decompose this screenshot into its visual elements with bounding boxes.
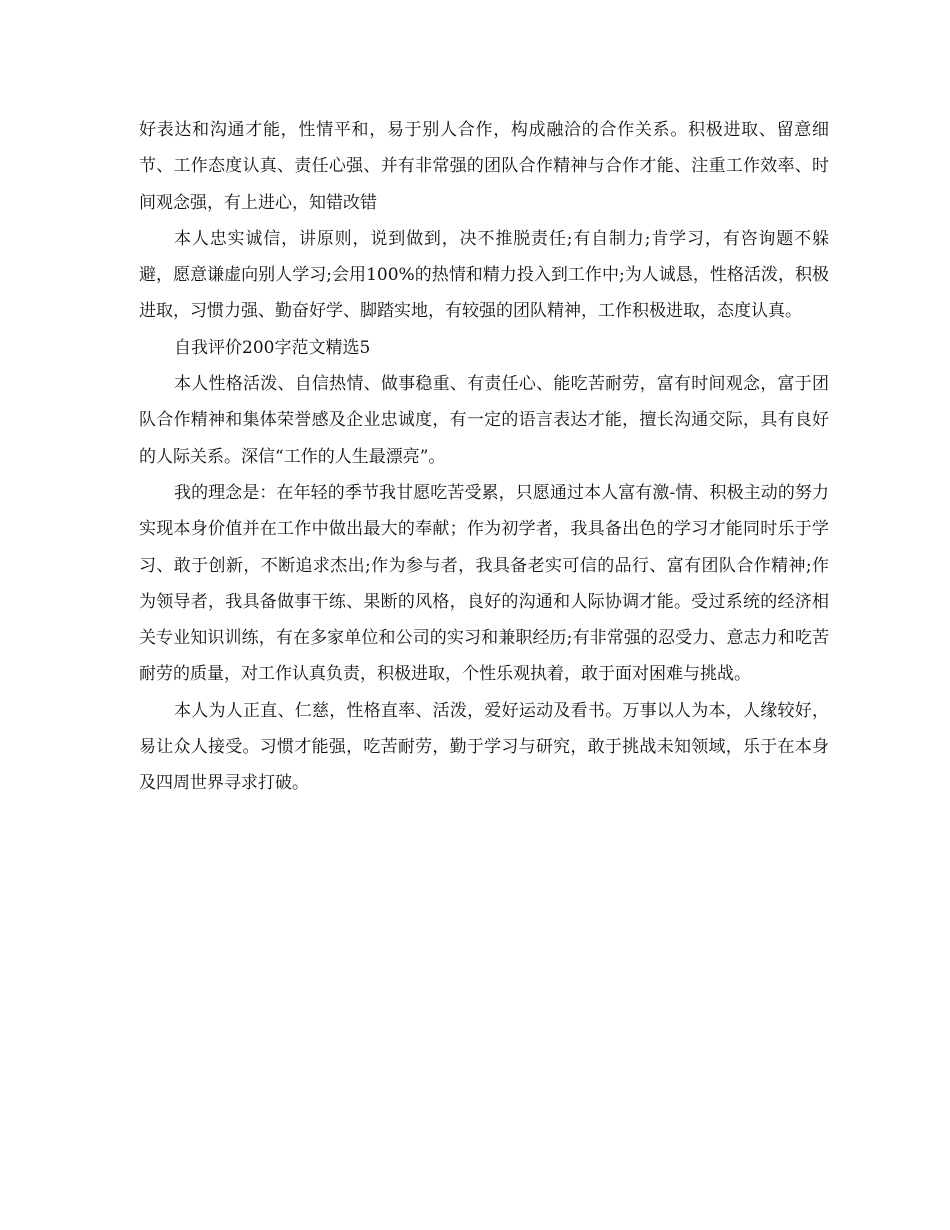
- paragraph-personality: 本人性格活泼、自信热情、做事稳重、有责任心、能吃苦耐劳，富有时间观念，富于团队合作精神和集体荣誉感及企业忠诚度，有一定的语言表达才能，擅长沟通交际，具有良好的人际关系。深信“工作的人生最漂亮”。: [139, 374, 829, 467]
- document-body: [139, 112, 829, 802]
- section-heading: 自我评价200字范文精选5: [174, 337, 371, 358]
- paragraph-integrity: 本人忠实诚信，讲原则，说到做到，决不推脱责任;有自制力;肯学习，有咨询题不躲避，愿意谦虚向别人学习;会用100%的热情和精力投入到工作中;为人诚恳，性格活泼，积极进取，习惯力强、勤奋好学、脚踏实地，有较强的团队精神，工作积极进取，态度认真。: [139, 228, 829, 322]
- paragraph-continuation: 好表达和沟通才能，性情平和，易于别人合作，构成融洽的合作关系。积极进取、留意细节、工作态度认真、责任心强、并有非常强的团队合作精神与合作才能、注重工作效率、时间观念强，有上进心，知错改错: [139, 120, 829, 213]
- paragraph-philosophy: 我的理念是：在年轻的季节我甘愿吃苦受累，只愿通过本人富有激-情、积极主动的努力实现本身价值并在工作中做出最大的奉献；作为初学者，我具备出色的学习才能同时乐于学习、敢于创新，不断追求杰出;作为参与者，我具备老实可信的品行、富有团队合作精神;作为领导者，我具备做事干练、果断的风格，良好的沟通和人际协调才能。受过系统的经济相关专业知识训练，有在多家单位和公司的实习和兼职经历;有非常强的忍受力、意志力和吃苦耐劳的质量，对工作认真负责，积极进取，个性乐观执着，敢于面对困难与挑战。: [139, 482, 829, 685]
- paragraph-character: 本人为人正直、仁慈，性格直率、活泼，爱好运动及看书。万事以人为本，人缘较好，易让众人接受。习惯才能强，吃苦耐劳，勤于学习与研究，敢于挑战未知领域，乐于在本身及四周世界寻求打破。: [139, 700, 829, 794]
